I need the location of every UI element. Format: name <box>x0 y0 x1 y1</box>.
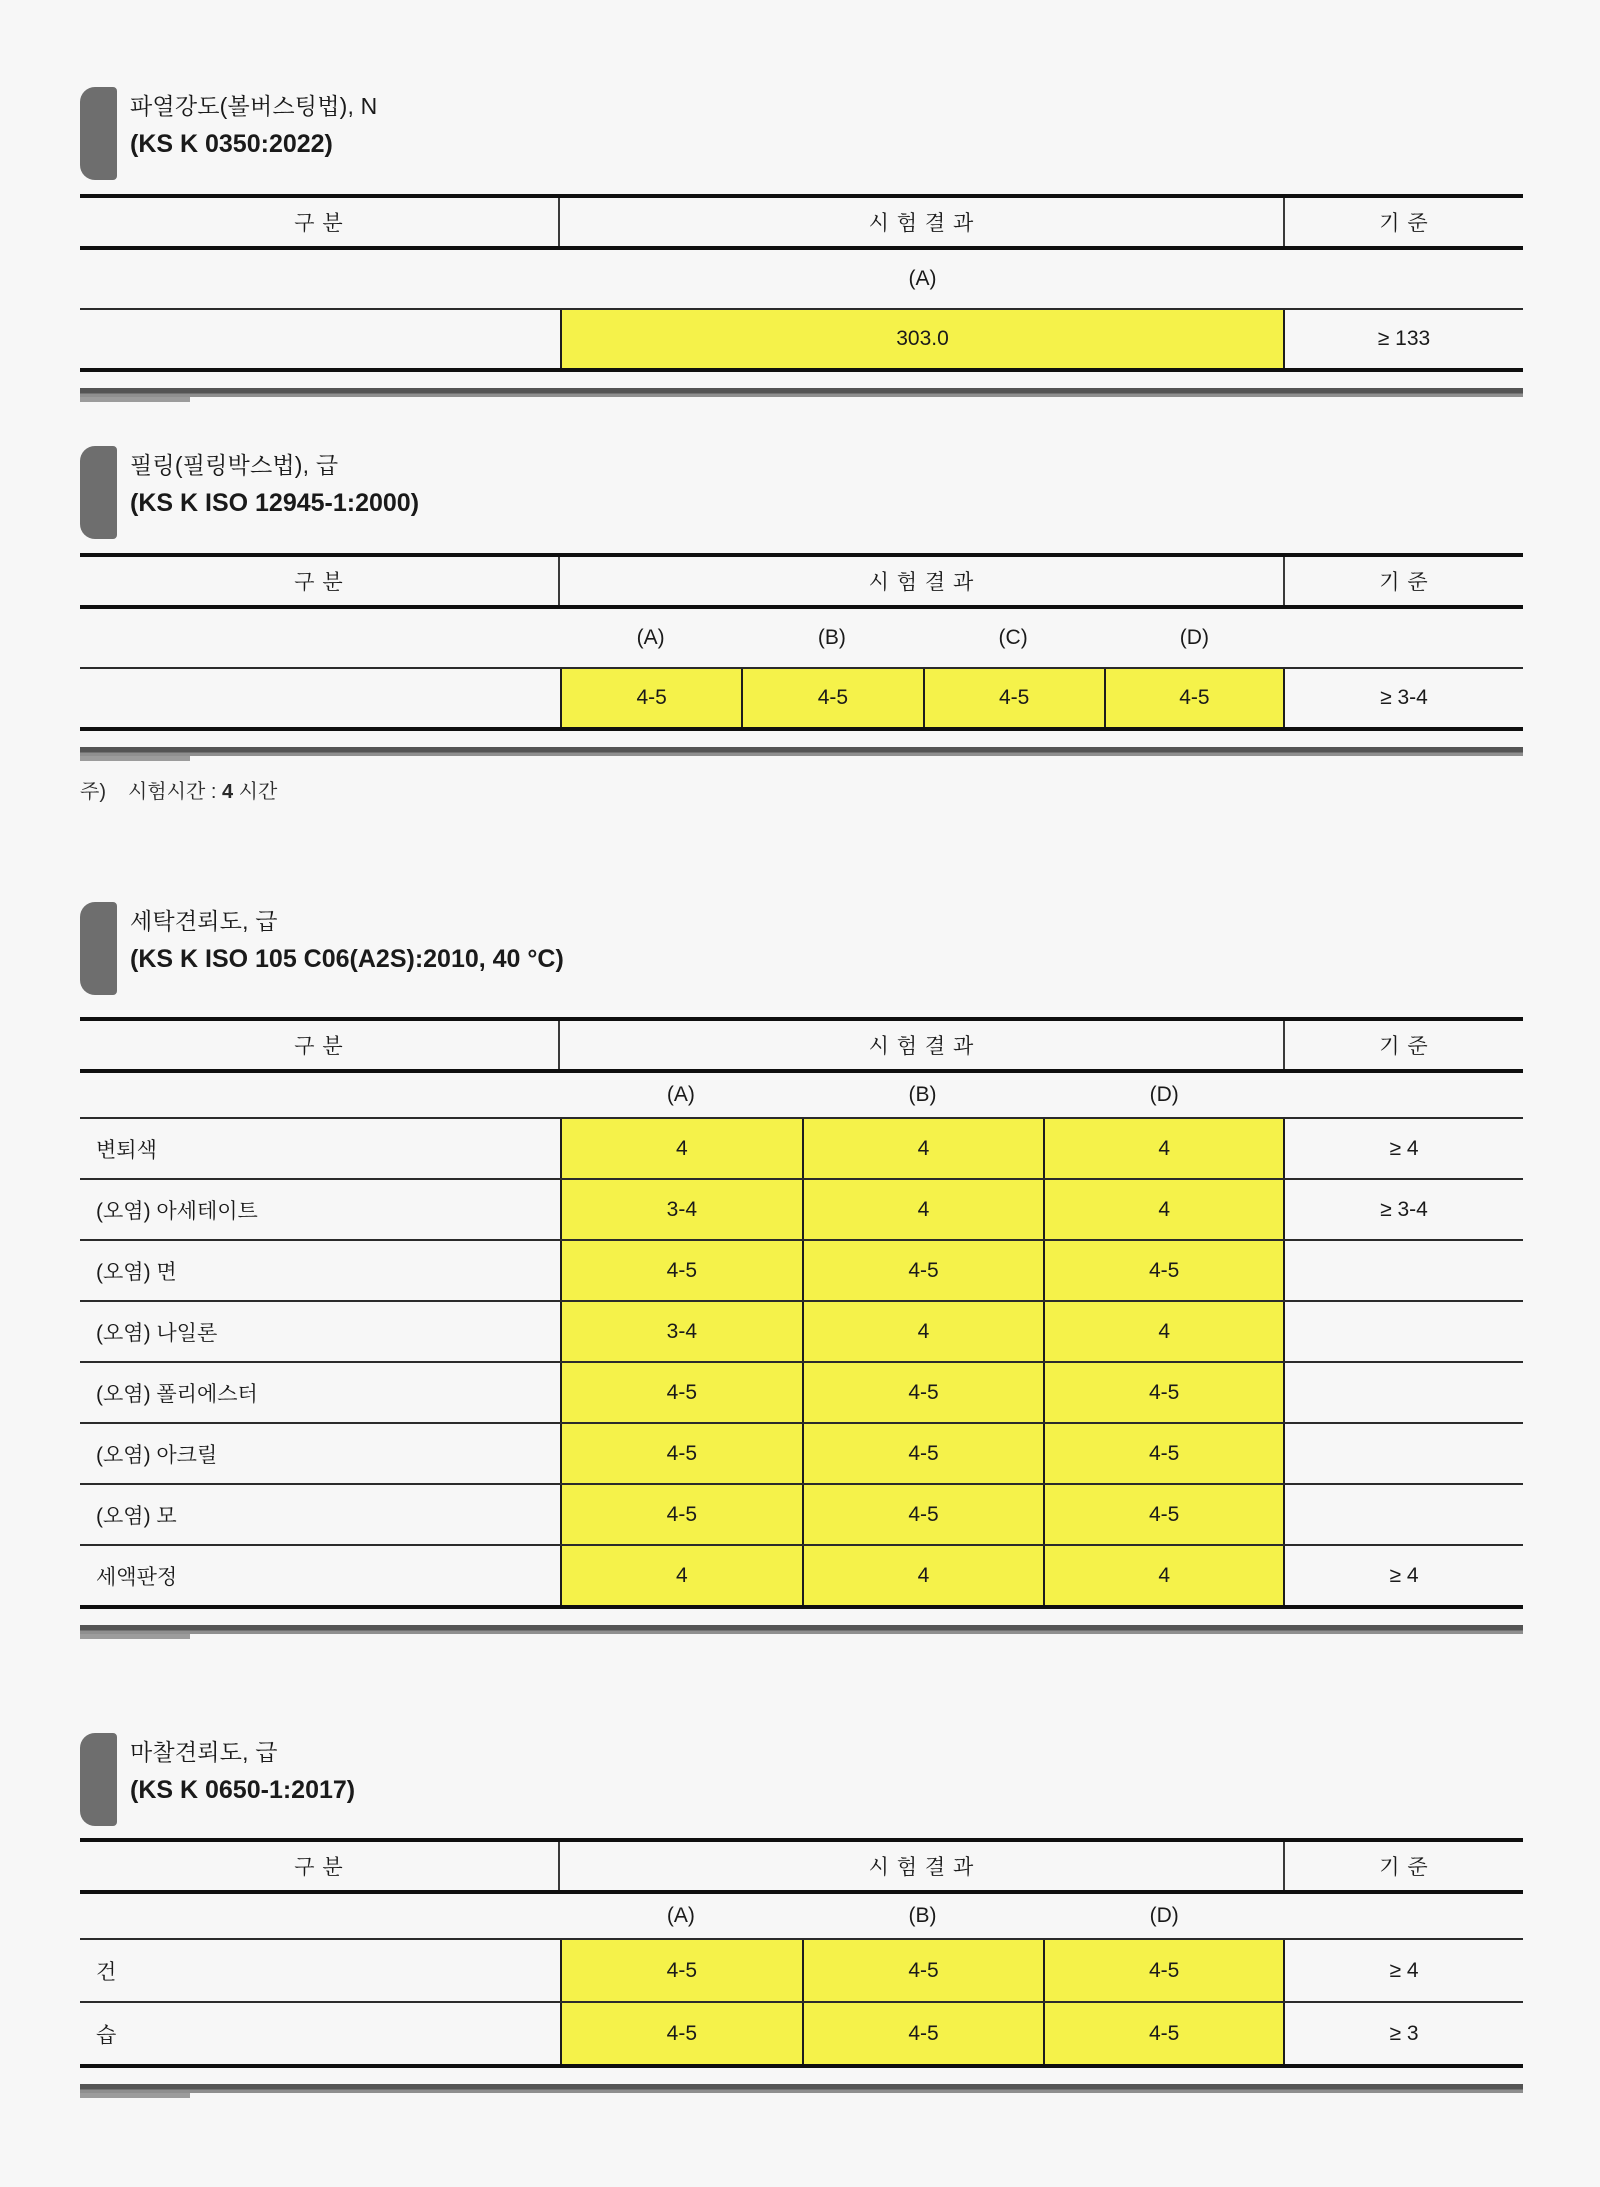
result-cell: 4-5 <box>560 2003 802 2064</box>
criteria-cell: ≥ 3-4 <box>1380 686 1428 709</box>
section-title: 필링(필링박스법), 급 <box>130 452 339 478</box>
section-standard: (KS K 0650-1:2017) <box>130 1775 356 1804</box>
column-header-category: 구 분 <box>80 198 560 246</box>
criteria-cell <box>1285 1363 1523 1422</box>
table-row <box>80 1940 1523 2003</box>
criteria-cell: ≥ 3-4 <box>1380 1197 1428 1221</box>
table-row <box>80 1485 1523 1546</box>
sub-header-row <box>80 609 1523 669</box>
result-cell: 3-4 <box>560 1302 802 1361</box>
section-marker-icon <box>80 902 117 995</box>
criteria-cell <box>1285 1424 1523 1483</box>
section-divider-stub <box>80 1634 190 1639</box>
table-row <box>80 1302 1523 1363</box>
column-header-category: 구 분 <box>80 557 560 605</box>
result-cell: 4 <box>1043 1302 1285 1361</box>
sub-header-row <box>80 1894 1523 1940</box>
table-row <box>80 2003 1523 2064</box>
column-header-category: 구 분 <box>80 1021 560 1069</box>
criteria-cell: ≥ 133 <box>1377 327 1431 350</box>
column-header-result: 시 험 결 과 <box>560 1021 1285 1069</box>
sub-header-spacer <box>1285 609 1523 667</box>
table-row <box>80 1363 1523 1424</box>
report-section <box>80 1731 1523 2098</box>
criteria-cell <box>1285 1485 1523 1544</box>
section-standard: (KS K 0350:2022) <box>130 129 333 158</box>
test-table <box>80 553 1523 731</box>
result-cell: 4-5 <box>560 1940 802 2001</box>
sub-column-label: (A) <box>636 626 665 649</box>
sub-header-row <box>80 1073 1523 1119</box>
section-marker-icon <box>80 446 117 539</box>
result-cell: 4-5 <box>802 1940 1044 2001</box>
result-cell: 4-5 <box>1043 1424 1285 1483</box>
test-table <box>80 1838 1523 2068</box>
criteria-cell <box>1285 1241 1523 1300</box>
result-cell: 4-5 <box>923 669 1104 727</box>
criteria-cell: ≥ 4 <box>1389 1563 1419 1587</box>
result-cell: 4-5 <box>560 1363 802 1422</box>
row-label: 세액판정 <box>96 1565 178 1589</box>
result-cell: 4-5 <box>560 1241 802 1300</box>
row-label: 건 <box>96 1960 117 1984</box>
column-header-result: 시 험 결 과 <box>560 1842 1285 1890</box>
report-section <box>80 444 1523 804</box>
footnote-prefix: 주) <box>80 781 106 803</box>
table-row <box>80 1180 1523 1241</box>
table-header-row <box>80 557 1523 609</box>
column-header-criteria: 기 준 <box>1379 212 1429 235</box>
section-standard: (KS K ISO 12945-1:2000) <box>130 488 420 517</box>
section-marker-icon <box>80 87 117 180</box>
sub-column-label: (D) <box>1179 626 1209 649</box>
sub-header-spacer <box>80 1894 560 1938</box>
sub-column-label: (D) <box>1149 1083 1179 1106</box>
sub-column-label: (B) <box>908 1904 937 1927</box>
criteria-cell: ≥ 4 <box>1389 1958 1419 1982</box>
sub-column-label: (C) <box>998 626 1028 649</box>
column-header-category: 구 분 <box>80 1842 560 1890</box>
table-header-row <box>80 1842 1523 1894</box>
row-label: (오염) 폴리에스터 <box>96 1382 258 1406</box>
section-header <box>80 1731 1523 1826</box>
test-table <box>80 1017 1523 1609</box>
row-label <box>80 310 560 368</box>
row-label: (오염) 아세테이트 <box>96 1199 258 1223</box>
criteria-cell: ≥ 4 <box>1389 1136 1419 1160</box>
result-cell: 4-5 <box>1043 1241 1285 1300</box>
criteria-cell: ≥ 3 <box>1389 2021 1419 2045</box>
result-cell: 4-5 <box>1043 1940 1285 2001</box>
sub-header-spacer <box>1285 1073 1523 1117</box>
section-divider-stub <box>80 397 190 402</box>
result-cell: 4 <box>802 1180 1044 1239</box>
row-label: 변퇴색 <box>96 1138 157 1162</box>
sub-header-spacer <box>80 609 560 667</box>
table-header-row <box>80 1021 1523 1073</box>
sub-header-row <box>80 250 1523 310</box>
sub-column-label: (A) <box>666 1904 695 1927</box>
result-cell: 4-5 <box>1043 2003 1285 2064</box>
criteria-cell <box>1285 1302 1523 1361</box>
report-section <box>80 85 1523 402</box>
sub-header-spacer <box>80 250 560 308</box>
result-cell: 4-5 <box>802 2003 1044 2064</box>
section-divider-bar <box>80 388 1523 397</box>
footnote-value: 4 <box>221 781 234 803</box>
column-header-criteria: 기 준 <box>1379 1856 1429 1879</box>
result-cell: 4 <box>560 1119 802 1178</box>
column-header-result: 시 험 결 과 <box>560 557 1285 605</box>
footnote <box>80 775 1523 804</box>
result-cell: 4 <box>802 1546 1044 1605</box>
section-divider-bar <box>80 2084 1523 2093</box>
table-row <box>80 1546 1523 1605</box>
section-title: 세탁견뢰도, 급 <box>130 908 278 934</box>
row-label: (오염) 모 <box>96 1504 177 1528</box>
row-label: (오염) 면 <box>96 1260 177 1284</box>
section-divider-bar <box>80 1625 1523 1634</box>
result-cell: 4-5 <box>802 1363 1044 1422</box>
column-header-criteria: 기 준 <box>1379 571 1429 594</box>
result-cell: 4-5 <box>741 669 922 727</box>
result-cell: 4 <box>802 1302 1044 1361</box>
result-cell: 4 <box>1043 1546 1285 1605</box>
result-cell: 4-5 <box>560 1485 802 1544</box>
result-cell: 4 <box>802 1119 1044 1178</box>
result-cell: 4-5 <box>802 1241 1044 1300</box>
result-cell: 4-5 <box>560 1424 802 1483</box>
result-cell: 4 <box>560 1546 802 1605</box>
sub-header-spacer <box>80 1073 560 1117</box>
sub-column-label: (A) <box>908 267 937 290</box>
row-label: (오염) 나일론 <box>96 1321 218 1345</box>
sub-header-spacer <box>1285 250 1523 308</box>
section-divider-stub <box>80 756 190 761</box>
report-section <box>80 900 1523 1639</box>
section-divider-stub <box>80 2093 190 2098</box>
result-cell: 4-5 <box>560 669 741 727</box>
table-row <box>80 669 1523 727</box>
table-header-row <box>80 198 1523 250</box>
table-row <box>80 1424 1523 1485</box>
table-row <box>80 310 1523 368</box>
section-header <box>80 444 1523 539</box>
section-title: 파열강도(볼버스팅법), N <box>130 93 378 119</box>
table-row <box>80 1119 1523 1180</box>
result-cell: 4-5 <box>1043 1485 1285 1544</box>
column-header-result: 시 험 결 과 <box>560 198 1285 246</box>
result-cell: 4-5 <box>1043 1363 1285 1422</box>
footnote-text: 시험시간 : <box>127 781 222 803</box>
section-header <box>80 900 1523 995</box>
section-standard: (KS K ISO 105 C06(A2S):2010, 40 °C) <box>130 944 564 973</box>
sub-column-label: (B) <box>908 1083 937 1106</box>
column-header-criteria: 기 준 <box>1379 1035 1429 1058</box>
result-cell: 4-5 <box>1104 669 1285 727</box>
sub-column-label: (A) <box>666 1083 695 1106</box>
section-header <box>80 85 1523 180</box>
row-label <box>80 669 560 727</box>
section-marker-icon <box>80 1733 117 1826</box>
table-row <box>80 1241 1523 1302</box>
section-title: 마찰견뢰도, 급 <box>130 1739 278 1765</box>
row-label: (오염) 아크릴 <box>96 1443 218 1467</box>
result-cell: 4-5 <box>802 1485 1044 1544</box>
result-cell: 4 <box>1043 1180 1285 1239</box>
result-cell: 4-5 <box>802 1424 1044 1483</box>
row-label: 습 <box>96 2023 117 2047</box>
test-report-document <box>80 85 1523 2098</box>
result-cell: 3-4 <box>560 1180 802 1239</box>
test-table <box>80 194 1523 372</box>
sub-column-label: (B) <box>817 626 846 649</box>
sub-header-spacer <box>1285 1894 1523 1938</box>
result-cell: 4 <box>1043 1119 1285 1178</box>
result-cell: 303.0 <box>560 310 1285 368</box>
section-divider-bar <box>80 747 1523 756</box>
sub-column-label: (D) <box>1149 1904 1179 1927</box>
footnote-text: 시간 <box>233 781 278 803</box>
